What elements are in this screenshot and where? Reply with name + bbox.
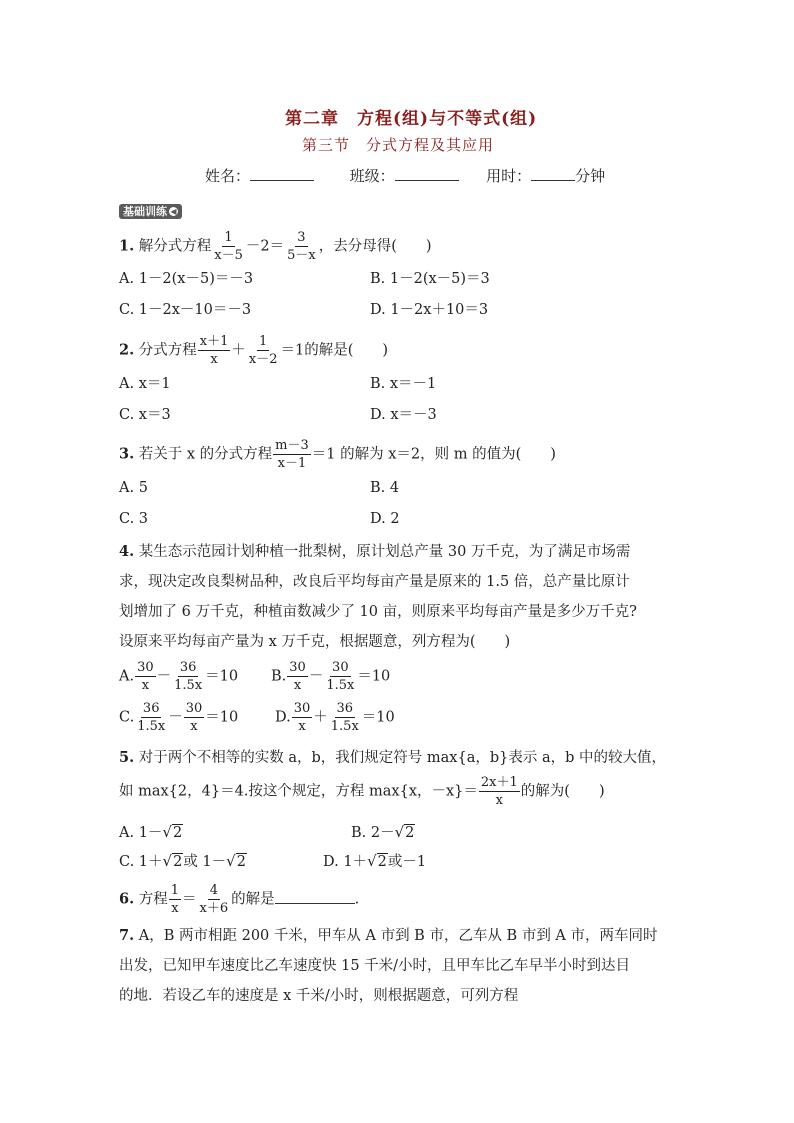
class-blank[interactable] [395,166,459,181]
option-d[interactable]: D. x＝－3 [370,407,437,423]
question-number: 3. [119,445,135,463]
question-6-stem: 6. 方程 $\frac{1}{x}$ ＝ $\frac{4}{x+6}$ 的解是 . [119,883,360,916]
option-d[interactable]: D. 2 [370,511,400,527]
question-7-line-1 [119,927,658,945]
question-4-line-1 [119,543,630,561]
name-blank[interactable] [250,166,314,181]
stem-text: ＋ [231,342,246,359]
option-c[interactable]: C. 1－2x－10＝－3 [119,302,252,318]
sqrt-icon: √ [367,852,377,870]
section-title: 第三节 分式方程及其应用 [302,136,495,154]
option-b[interactable]: B. x＝－1 [370,376,437,392]
question-7-line-3: 的地．若设乙车的速度是 x 千米/小时，则根据题意，可列方程 [119,988,519,1004]
fraction: $\frac{4}{x+6}$ [199,883,229,916]
question-7-line-2: 出发，已知甲车速度比乙车速度快 15 千米/小时，且甲车比乙车早半小时到达目 [119,958,631,974]
option-d[interactable]: D. 1－2x＋10＝3 [370,302,489,318]
question-number: 4. [119,543,135,560]
badge-arrow-icon: ◀ [170,207,177,216]
option-a[interactable]: A. $\frac{30}{x}$ － $\frac{36}{1.5x}$ ＝10 [119,660,239,693]
badge-label: 基础训练 [123,205,167,218]
sqrt-icon: √ [162,852,173,870]
option-c[interactable]: C. 1＋√2或 1－√2 [119,852,246,870]
time-unit: 分钟 [575,167,606,185]
fraction: $\frac{1}{x-5}$ [214,230,243,263]
fraction: $\frac{1}{x}$ [170,883,180,916]
stem-text: ＝1的解是( ) [280,342,389,359]
stem-text: 对于两个不相等的实数 a，b，我们规定符号 max{a，b}表示 a，b 中的较大值， [138,750,666,766]
fraction: $\frac{x+1}{x}$ [199,334,229,367]
stem-text: ，去分母得( ) [318,238,432,255]
stem-text: ＝1 的解为 x＝2，则 m 的值为( ) [311,446,556,463]
question-4-line-2: 求，现决定改良梨树品种，改良后平均每亩产量是原来的 1.5 倍，总产量比原计 [119,574,630,590]
option-b[interactable]: B. 1－2(x－5)＝3 [370,271,490,287]
option-d[interactable]: D. 1＋√2或－1 [323,852,427,870]
question-2-stem [119,334,388,367]
option-c[interactable]: C. x＝3 [119,407,171,423]
option-b[interactable]: B. 2－√2 [351,823,415,841]
stem-text: 若关于 x 的分式方程 [138,446,273,463]
sqrt-icon: √ [394,823,405,841]
stem-text: A，B 两市相距 200 千米，甲车从 A 市到 B 市，乙车从 B 市到 A 市，两车同时 [138,928,658,944]
stem-text: －2＝ [245,238,285,255]
section-badge [119,200,182,219]
option-a[interactable]: A. x＝1 [119,376,171,392]
fraction: $\frac{m-3}{x-1}$ [275,438,309,471]
question-1-stem [119,230,432,263]
answer-blank[interactable] [275,889,355,904]
question-number: 5. [119,749,135,766]
fraction: $\frac{2x+1}{x}$ [480,775,518,808]
fraction: $\frac{1}{x-2}$ [248,334,278,367]
option-a[interactable]: A. 5 [119,480,148,496]
fraction: $\frac{3}{5-x}$ [287,230,316,263]
option-b[interactable]: B. 4 [370,480,400,496]
option-a[interactable]: A. 1－2(x－5)＝－3 [119,271,254,287]
sqrt-icon: √ [162,823,172,841]
question-number: 6. [119,890,135,908]
option-d[interactable]: D. $\frac{30}{x}$ ＋ $\frac{36}{1.5x}$ ＝10 [275,701,395,734]
name-label: 姓名： [205,167,251,185]
question-5-line-2: 如 max{2，4}＝4.按这个规定，方程 max{x，－x}＝ $\frac{2x+1}{x}$ 的解为( ) [119,775,605,808]
option-c[interactable]: C. 3 [119,511,149,527]
question-number: 1. [119,237,135,255]
sqrt-icon: √ [226,852,236,870]
option-a[interactable]: A. 1－√2 [119,823,183,841]
time-blank[interactable] [531,166,575,181]
question-4-line-4: 设原来平均每亩产量为 x 万千克，根据题意，列方程为( ) [119,634,511,650]
stem-text: 分式方程 [138,342,197,359]
option-c[interactable]: C. $\frac{36}{1.5x}$ － $\frac{30}{x}$ ＝10 [119,701,239,734]
student-info-row [205,165,605,186]
option-b[interactable]: B. $\frac{30}{x}$ － $\frac{30}{1.5x}$ ＝10 [271,660,391,693]
stem-text: 解分式方程 [138,238,212,255]
question-3-stem [119,438,556,471]
question-4-line-3: 划增加了 6 万千克，种植亩数减少了 10 亩，则原来平均每亩产量是多少万千克? [119,604,637,620]
class-label: 班级： [349,167,395,185]
chapter-title: 第二章 方程(组)与不等式(组) [285,109,538,129]
question-5-line-1 [119,749,666,767]
question-number: 7. [119,927,135,944]
time-label: 用时： [486,167,532,185]
stem-text: 某生态示范园计划种植一批梨树，原计划总产量 30 万千克，为了满足市场需 [138,544,631,560]
question-number: 2. [119,341,135,359]
